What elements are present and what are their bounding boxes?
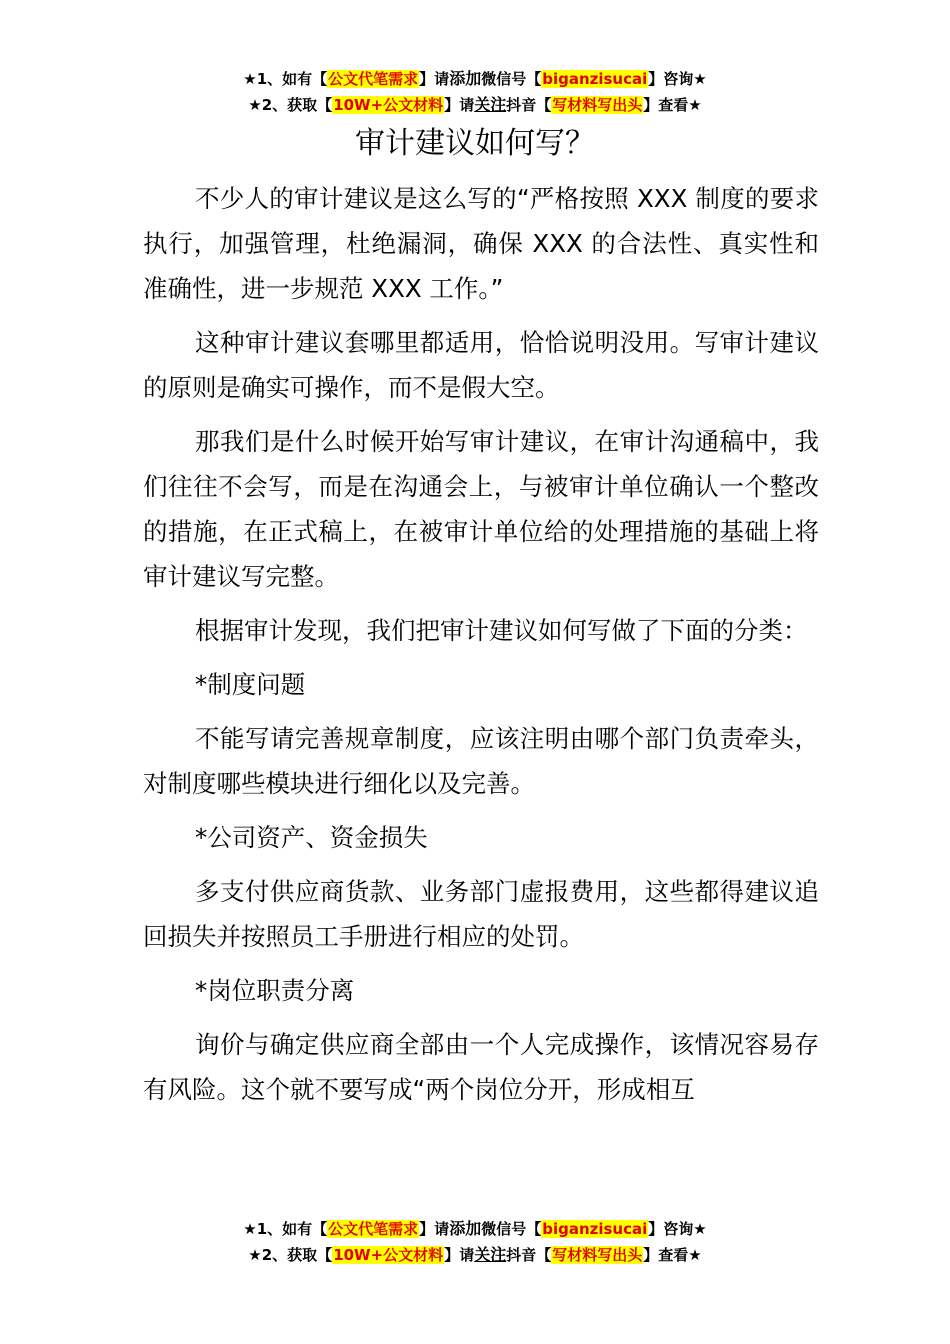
paragraph: 询价与确定供应商全部由一个人完成操作，该情况容易存有风险。这个就不要写成“两个岗位分开，形成相互: [143, 1030, 819, 1104]
banner-emphasis: 添加: [449, 69, 482, 88]
banner-text: 微信号【: [481, 70, 542, 88]
banner-text: 】查看★: [643, 1246, 702, 1264]
banner-text: ★1、如有【: [243, 70, 328, 88]
paragraph: 不能写请完善规章制度，应该注明由哪个部门负责牵头，对制度哪些模块进行细化以及完善。: [143, 724, 819, 798]
banner-text: 抖音【: [506, 1246, 552, 1264]
paragraph: 根据审计发现，我们把审计建议如何写做了下面的分类：: [195, 616, 808, 645]
paragraph: 多支付供应商货款、业务部门虚报费用，这些都得建议追回损失并按照员工手册进行相应的处罚。: [143, 877, 819, 951]
section-heading: *制度问题: [195, 670, 306, 699]
banner-text: ★2、获取【: [248, 96, 333, 114]
banner-text: 】请: [444, 1246, 475, 1264]
banner-line-1: [0, 66, 950, 92]
banner-highlight: biganzisucai: [542, 1220, 648, 1238]
banner-text: ★2、获取【: [248, 1246, 333, 1264]
banner-highlight: 写材料写出头: [552, 1246, 643, 1264]
page-title: 审计建议如何写？: [355, 126, 595, 161]
paragraph: 这种审计建议套哪里都适用，恰恰说明没用。写审计建议的原则是确实可操作，而不是假大空。: [143, 328, 819, 402]
banner-highlight: biganzisucai: [542, 70, 648, 88]
banner-text: 微信号【: [481, 1220, 542, 1238]
banner-text: 】请: [444, 96, 475, 114]
paragraph: 不少人的审计建议是这么写的“严格按照 XXX 制度的要求执行，加强管理，杜绝漏洞，确保 XXX 的合法性、真实性和准确性，进一步规范 XXX 工作。”: [143, 184, 819, 303]
footer-banner: [0, 1216, 950, 1268]
banner-emphasis: 关注: [474, 95, 507, 114]
banner-highlight: 10W+公文材料: [333, 1246, 444, 1264]
banner-highlight: 10W+公文材料: [333, 96, 444, 114]
header-banner: [0, 66, 950, 118]
paragraph: 那我们是什么时候开始写审计建议，在审计沟通稿中，我们往往不会写，而是在沟通会上，与被审计单位确认一个整改的措施，在正式稿上，在被审计单位给的处理措施的基础上将审计建议写完整。: [143, 427, 819, 591]
banner-text: 】咨询★: [648, 1220, 707, 1238]
banner-emphasis: 关注: [474, 1245, 507, 1264]
banner-line-2: [0, 92, 950, 118]
banner-text: ★1、如有【: [243, 1220, 328, 1238]
banner-text: 】咨询★: [648, 70, 707, 88]
banner-highlight: 公文代笔需求: [328, 1220, 419, 1238]
banner-highlight: 写材料写出头: [552, 96, 643, 114]
banner-text: 抖音【: [506, 96, 552, 114]
banner-text: 】请: [419, 1220, 450, 1238]
banner-text: 】查看★: [643, 96, 702, 114]
document-body: [143, 176, 819, 1121]
banner-line-1: [0, 1216, 950, 1242]
section-heading: *岗位职责分离: [195, 976, 355, 1005]
banner-text: 】请: [419, 70, 450, 88]
banner-emphasis: 添加: [449, 1219, 482, 1238]
section-heading: *公司资产、资金损失: [195, 823, 428, 852]
banner-line-2: [0, 1242, 950, 1268]
banner-highlight: 公文代笔需求: [328, 70, 419, 88]
